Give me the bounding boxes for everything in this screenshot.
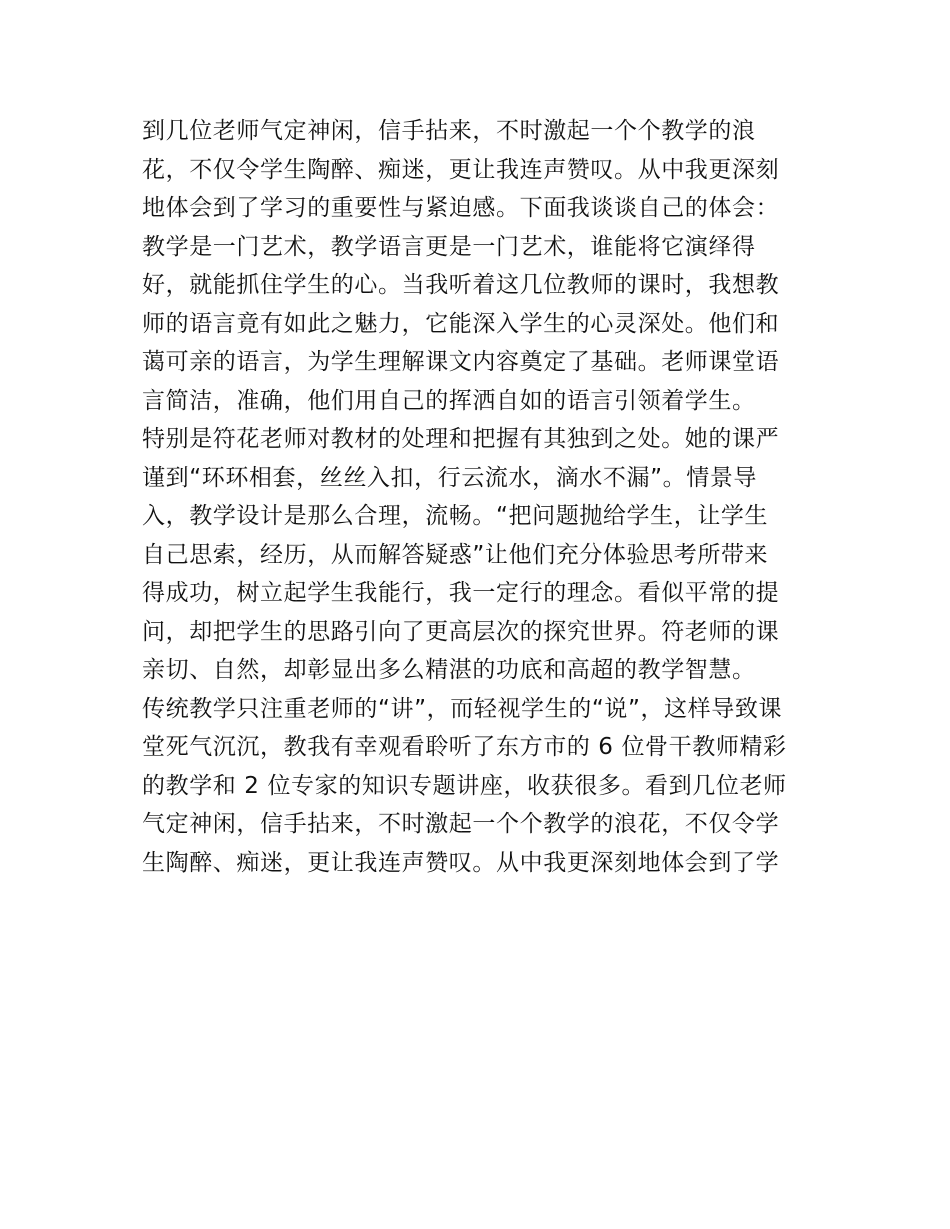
text-line-12: 自己思索，经历，从而解答疑惑”让他们充分体验思考所带来 xyxy=(142,541,769,568)
body-text xyxy=(142,112,822,882)
text-line-16: 传统教学只注重老师的“讲”，而轻视学生的“说”，这样导致课 xyxy=(142,695,783,722)
text-line-13: 得成功，树立起学生我能行，我一定行的理念。看似平常的提 xyxy=(142,580,780,606)
text-line-1: 到几位老师气定神闲，信手拈来，不时激起一个个教学的浪 xyxy=(142,118,756,144)
text-line-9: 特别是符花老师对教材的处理和把握有其独到之处。她的课严 xyxy=(142,426,780,452)
text-line-20: 生陶醉、痴迷，更让我连声赞叹。从中我更深刻地体会到了学 xyxy=(142,849,780,876)
text-line-5: 好，就能抓住学生的心。当我听着这几位教师的课时，我想教 xyxy=(142,272,780,298)
text-line-19: 气定神闲，信手拈来，不时激起一个个教学的浪花，不仅令学 xyxy=(142,811,780,837)
text-line-17: 堂死气沉沉，教我有幸观看聆听了东方市的 6 位骨干教师精彩 xyxy=(142,734,787,760)
text-line-3: 地体会到了学习的重要性与紧迫感。下面我谈谈自己的体会： xyxy=(142,195,780,221)
text-line-7: 蔼可亲的语言，为学生理解课文内容奠定了基础。老师课堂语 xyxy=(142,349,780,375)
text-line-10: 谨到“环环相套，丝丝入扣，行云流水，滴水不漏”。情景导 xyxy=(142,464,758,491)
text-line-18: 的教学和 2 位专家的知识专题讲座，收获很多。看到几位老师 xyxy=(142,772,787,799)
text-line-6: 师的语言竟有如此之魅力，它能深入学生的心灵深处。他们和 xyxy=(142,310,780,337)
text-line-11: 入，教学设计是那么合理，流畅。“把问题抛给学生，让学生 xyxy=(142,503,769,529)
text-line-4: 教学是一门艺术，教学语言更是一门艺术，谁能将它演绎得 xyxy=(142,233,756,260)
text-line-14: 问，却把学生的思路引向了更高层次的探究世界。符老师的课 xyxy=(142,618,780,645)
text-line-15: 亲切、自然，却彰显出多么精湛的功底和高超的教学智慧。 xyxy=(142,657,756,683)
text-line-8: 言简洁，准确，他们用自己的挥洒自如的语言引领着学生。 xyxy=(142,387,756,414)
text-line-2: 花，不仅令学生陶醉、痴迷，更让我连声赞叹。从中我更深刻 xyxy=(142,156,780,183)
